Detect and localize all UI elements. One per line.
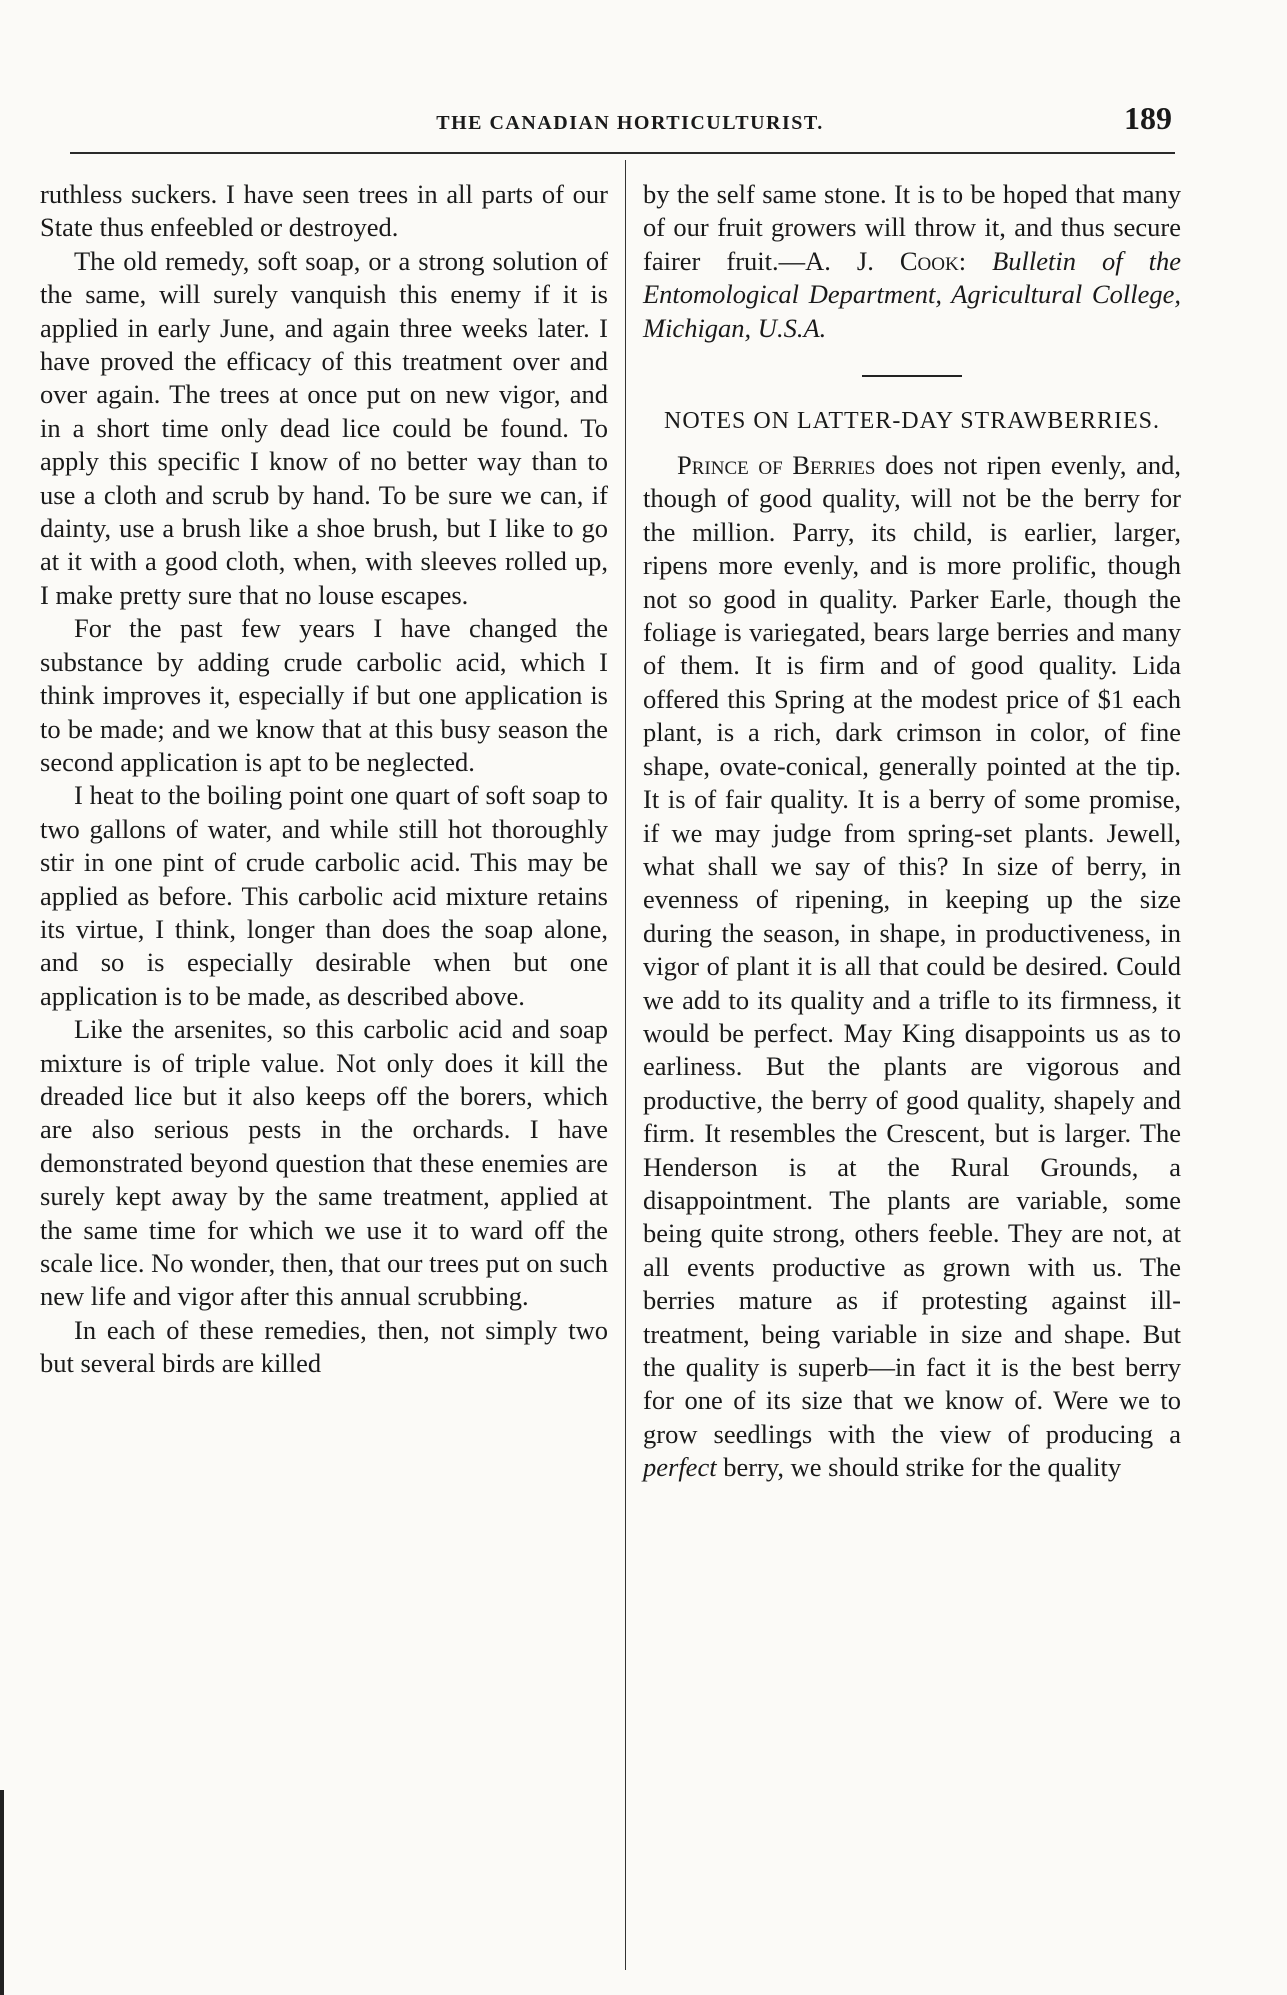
running-title: THE CANADIAN HORTICULTURIST. <box>436 112 824 134</box>
paragraph-text: does not ripen evenly, and, though of good quality, will not be the berry for the million. Parry, its child, is earlier, larger, ripens more evenly, and is more prolific, though not so good in quality. Parker Earle, though the foliage is variegated, bears large berries and many of them. It is firm and of good quality. Lida offered this Spring at the modest price of $1 each plant, is a rich, dark crimson in color, of fine shape, ovate-conical, generally pointed at the tip. It is of fair quality. It is a berry of some promise, if we may judge from spring-set plants. Jewell, what shall we say of this? In size of berry, in evenness of ripening, in keeping up the size during the season, in shape, in productiveness, in vigor of plant it is all that could be desired. Could we add to its quality and a trifle to its firmness, it would be perfect. May King disappoints us as to earliness. But the plants are vigorous and productive, the berry of good quality, shapely and firm. It resembles the Crescent, but is larger. The Henderson is at the Rural Grounds, a disappointment. The plants are variable, some being quite strong, others feeble. They are not, at all events productive as grown with us. The berries mature as if protesting against ill-treatment, being variable in size and shape. But the quality is superb—in fact it is the best berry for one of its size that we know of. Were we to grow seedlings with the view of producing a <box>643 450 1181 1449</box>
citation-source: Bulletin of the Entomological Department, Agricultural College, Michigan, U.S.A. <box>643 245 1181 343</box>
page-header <box>70 100 1190 144</box>
paragraph <box>643 449 1181 1485</box>
scan-edge-mark <box>0 1790 4 1995</box>
author-name: A. J. Cook <box>805 245 959 276</box>
section-divider <box>862 375 962 377</box>
paragraph: ruthless suckers. I have seen trees in all parts of our State thus enfeebled or destroyed. <box>40 179 608 243</box>
paragraph: The old remedy, soft soap, or a strong solution of the same, will surely vanquish this enemy if it is applied in early June, and again three weeks later. I have proved the efficacy of this treatment over and over again. The trees at once put on new vigor, and in a short time only dead lice could be found. To apply this specific I know of no better way than to use a cloth and scrub by hand. To be sure we can, if dainty, use a brush like a shoe brush, but I like to go at it with a good cloth, when, with sleeves rolled up, I make pretty sure that no louse escapes. <box>40 245 608 610</box>
section-title: NOTES ON LATTER-DAY STRAWBERRIES. <box>664 408 1160 435</box>
paragraph: I heat to the boiling point one quart of soft soap to two gallons of water, and while still hot thoroughly stir in one pint of crude carbolic acid. This may be applied as before. This carbolic acid mixture retains its virtue, I think, longer than does the soap alone, and so is especially desirable when but one application is to be made, as described above. <box>40 780 608 1011</box>
paragraph-text: by the self same stone. It is to be hoped that many of our fruit growers will throw it, and thus secure fairer fruit.— <box>643 179 1181 276</box>
page-number: 189 <box>1124 100 1172 136</box>
citation-separator: : <box>958 245 993 276</box>
paragraph: For the past few years I have changed the substance by adding crude carbolic acid, which I think improves it, especially if but one application is to be made; and we know that at this busy season the second application is apt to be neglected. <box>40 613 608 777</box>
lead-in: Prince of Berries <box>677 450 876 481</box>
paragraph-continued <box>643 178 1181 345</box>
column-divider <box>625 160 626 1970</box>
paragraph: In each of these remedies, then, not simply two but several birds are killed <box>40 1314 608 1379</box>
left-column <box>40 178 608 1381</box>
paragraph: Like the arsenites, so this carbolic acid and soap mixture is of triple value. Not only does it kill the dreaded lice but it also keeps off the borers, which are also serious pests in the orchards. I have demonstrated beyond question that these enemies are surely kept away by the same treatment, applied at the same time for which we use it to ward off the scale lice. No wonder, then, that our trees put on such new life and vigor after this annual scrubbing. <box>40 1014 608 1312</box>
emphasis: perfect <box>643 1452 717 1483</box>
header-rule <box>70 152 1175 154</box>
right-column <box>643 178 1181 1485</box>
paragraph-text: berry, we should strike for the quality <box>716 1452 1122 1483</box>
